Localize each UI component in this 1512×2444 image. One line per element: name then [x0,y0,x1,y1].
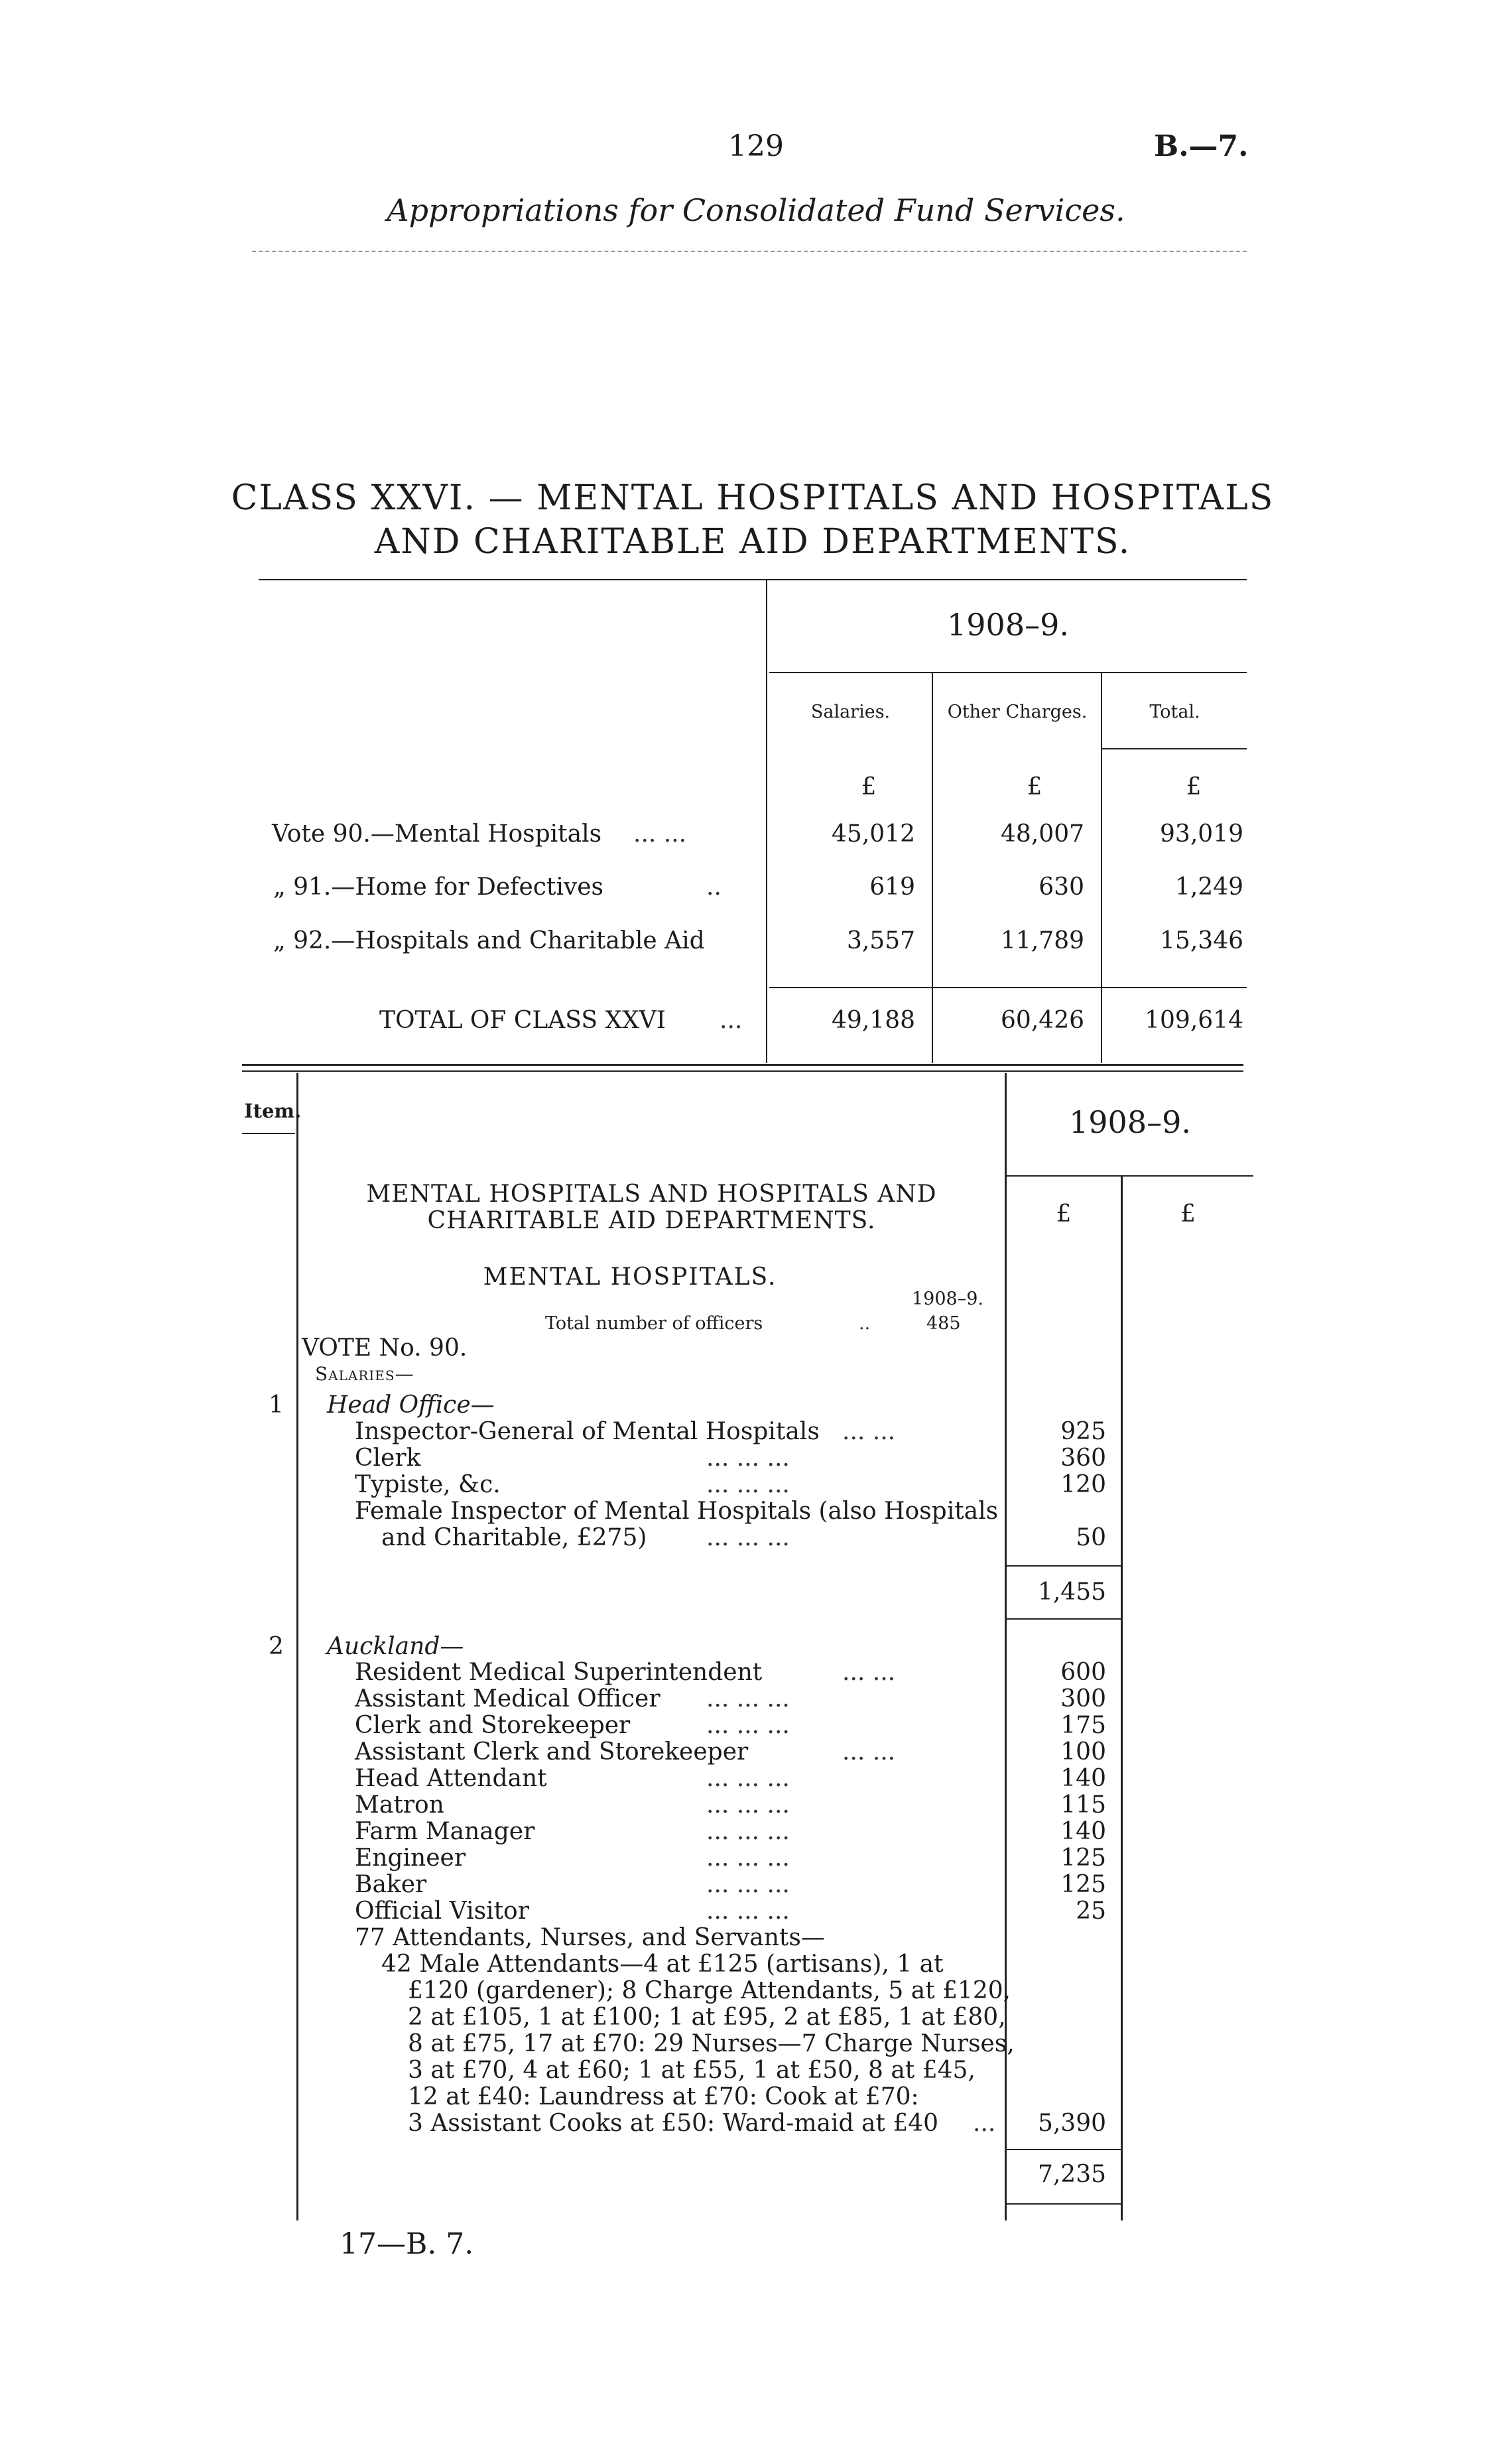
col-other-charges: Other Charges. [947,702,1088,722]
page-number: 129 [728,129,784,163]
line-text: Engineer [355,1844,466,1872]
attendants-line: £120 (gardener); 8 Charge Attendants, 5 at £120, [408,1977,1011,2004]
line-amount: 360 [1060,1445,1106,1472]
leader-dots: ... ... ... [706,1445,790,1472]
line-amount: 120 [1060,1471,1106,1498]
line-amount: 100 [1060,1738,1106,1766]
page-subtitle: Appropriations for Consolidated Fund Services. [387,192,1125,228]
section-title: MENTAL HOSPITALS. [483,1263,777,1291]
line-text: Typiste, &c. [355,1471,501,1498]
item-subtotal: 7,235 [1037,2161,1106,2188]
leader-dots: ... ... [842,1418,896,1445]
currency-total: £ [1186,773,1202,801]
dept-title-line2: CHARITABLE AID DEPARTMENTS. [427,1207,876,1234]
summary-total-salaries: 49,188 [832,1007,915,1034]
line-amount: 140 [1060,1765,1106,1792]
header-rule [252,251,1247,252]
line-text: Assistant Clerk and Storekeeper [355,1738,749,1766]
leader-dots: ... ... ... [706,1765,790,1792]
line-amount: 125 [1060,1844,1106,1872]
line-text: Head Attendant [355,1765,547,1792]
leader-dots: ... ... ... [706,1685,790,1712]
line-amount: 140 [1060,1818,1106,1845]
item-heading: Auckland— [327,1633,464,1660]
item-number: 2 [269,1633,284,1660]
attendants-line: 3 Assistant Cooks at £50: Ward-maid at £40 [408,2110,939,2137]
summary-other-value: 11,789 [1001,927,1084,954]
line-amount: 925 [1060,1418,1106,1445]
leader-dots: ... ... ... [706,1897,790,1925]
line-text: Matron [355,1791,444,1819]
leader-dots: ... [720,1007,743,1034]
leader-dots: .. [706,873,722,901]
leader-dots: .. [859,1313,871,1334]
footer-signature: 17—B. 7. [340,2227,474,2261]
class-title-line1: CLASS XXVI. — MENTAL HOSPITALS AND HOSPITALS [231,478,1275,518]
leader-dots: ... ... ... [706,1818,790,1845]
col-total: Total. [1149,702,1200,722]
col-salaries: Salaries. [810,702,891,722]
leader-dots: ... ... [842,1738,896,1766]
attendants-line: 2 at £105, 1 at £100; 1 at £95, 2 at £85, 1 at £80, [408,2004,1006,2031]
leader-dots: ... ... [842,1659,896,1686]
summary-other-value: 630 [1039,873,1084,901]
line-amount: 50 [1076,1524,1106,1551]
summary-salaries-value: 3,557 [846,927,915,954]
officers-year: 1908–9. [912,1289,983,1309]
class-title-line2: AND CHARITABLE AID DEPARTMENTS. [374,522,1131,562]
summary-row-label: „ 91.—Home for Defectives [273,873,604,901]
item-heading: Head Office— [327,1391,495,1419]
summary-salaries-value: 45,012 [832,820,915,848]
line-text: Female Inspector of Mental Hospitals (also Hospitals [355,1498,999,1525]
line-amount: 125 [1060,1871,1106,1898]
leader-dots: ... ... ... [706,1471,790,1498]
detail-currency-1: £ [1056,1200,1072,1228]
salaries-heading: Salaries— [315,1363,414,1385]
line-amount: 5,390 [1037,2110,1106,2137]
line-text: Clerk [355,1445,421,1472]
vote-number: VOTE No. 90. [302,1334,468,1362]
leader-dots: ... ... ... [706,1844,790,1872]
officers-label: Total number of officers [545,1313,763,1334]
line-text: Inspector-General of Mental Hospitals [355,1418,820,1445]
line-amount: 175 [1060,1712,1106,1739]
line-text: and Charitable, £275) [381,1524,647,1551]
attendants-line: 3 at £70, 4 at £60; 1 at £55, 1 at £50, 8 at £45, [408,2057,976,2084]
line-text: Resident Medical Superintendent [355,1659,763,1686]
line-text: Official Visitor [355,1897,529,1925]
line-text: Assistant Medical Officer [355,1685,661,1712]
leader-dots: ... ... ... [706,1791,790,1819]
currency-other: £ [1027,773,1042,801]
leader-dots: ... ... ... [706,1871,790,1898]
summary-salaries-value: 619 [869,873,915,901]
summary-row-label: „ 92.—Hospitals and Charitable Aid [273,927,705,954]
summary-year: 1908–9. [947,607,1069,643]
attendants-line: 8 at £75, 17 at £70: 29 Nurses—7 Charge Nurses, [408,2030,1015,2057]
currency-salaries: £ [861,773,877,801]
line-text: Farm Manager [355,1818,535,1845]
officers-count: 485 [926,1313,961,1334]
item-number: 1 [269,1391,284,1419]
line-text: Clerk and Storekeeper [355,1712,631,1739]
summary-total-value: 1,249 [1174,873,1243,901]
line-amount: 300 [1060,1685,1106,1712]
leader-dots: ... [973,2110,996,2137]
summary-total-value: 93,019 [1160,820,1243,848]
summary-total-label: TOTAL OF CLASS XXVI [379,1007,666,1034]
dept-title-line1: MENTAL HOSPITALS AND HOSPITALS AND [366,1181,937,1208]
leader-dots: ... ... [633,820,687,848]
item-column-header: Item. [244,1100,302,1122]
document-reference: B.—7. [1154,129,1249,163]
line-amount: 25 [1076,1897,1106,1925]
section-rule [242,1064,1243,1066]
summary-grand-total: 109,614 [1145,1007,1243,1034]
summary-total-value: 15,346 [1160,927,1243,954]
leader-dots: ... ... ... [706,1524,790,1551]
summary-total-other: 60,426 [1001,1007,1084,1034]
attendants-heading: 77 Attendants, Nurses, and Servants— [355,1924,825,1951]
line-text: Baker [355,1871,427,1898]
detail-currency-2: £ [1180,1200,1196,1228]
summary-other-value: 48,007 [1001,820,1084,848]
item-subtotal: 1,455 [1037,1578,1106,1606]
detail-year: 1908–9. [1069,1104,1191,1140]
summary-row-label: Vote 90.—Mental Hospitals [272,820,602,848]
attendants-line: 42 Male Attendants—4 at £125 (artisans), 1 at [381,1951,944,1978]
attendants-line: 12 at £40: Laundress at £70: Cook at £70: [408,2083,919,2110]
line-amount: 115 [1060,1791,1106,1819]
leader-dots: ... ... ... [706,1712,790,1739]
line-amount: 600 [1060,1659,1106,1686]
